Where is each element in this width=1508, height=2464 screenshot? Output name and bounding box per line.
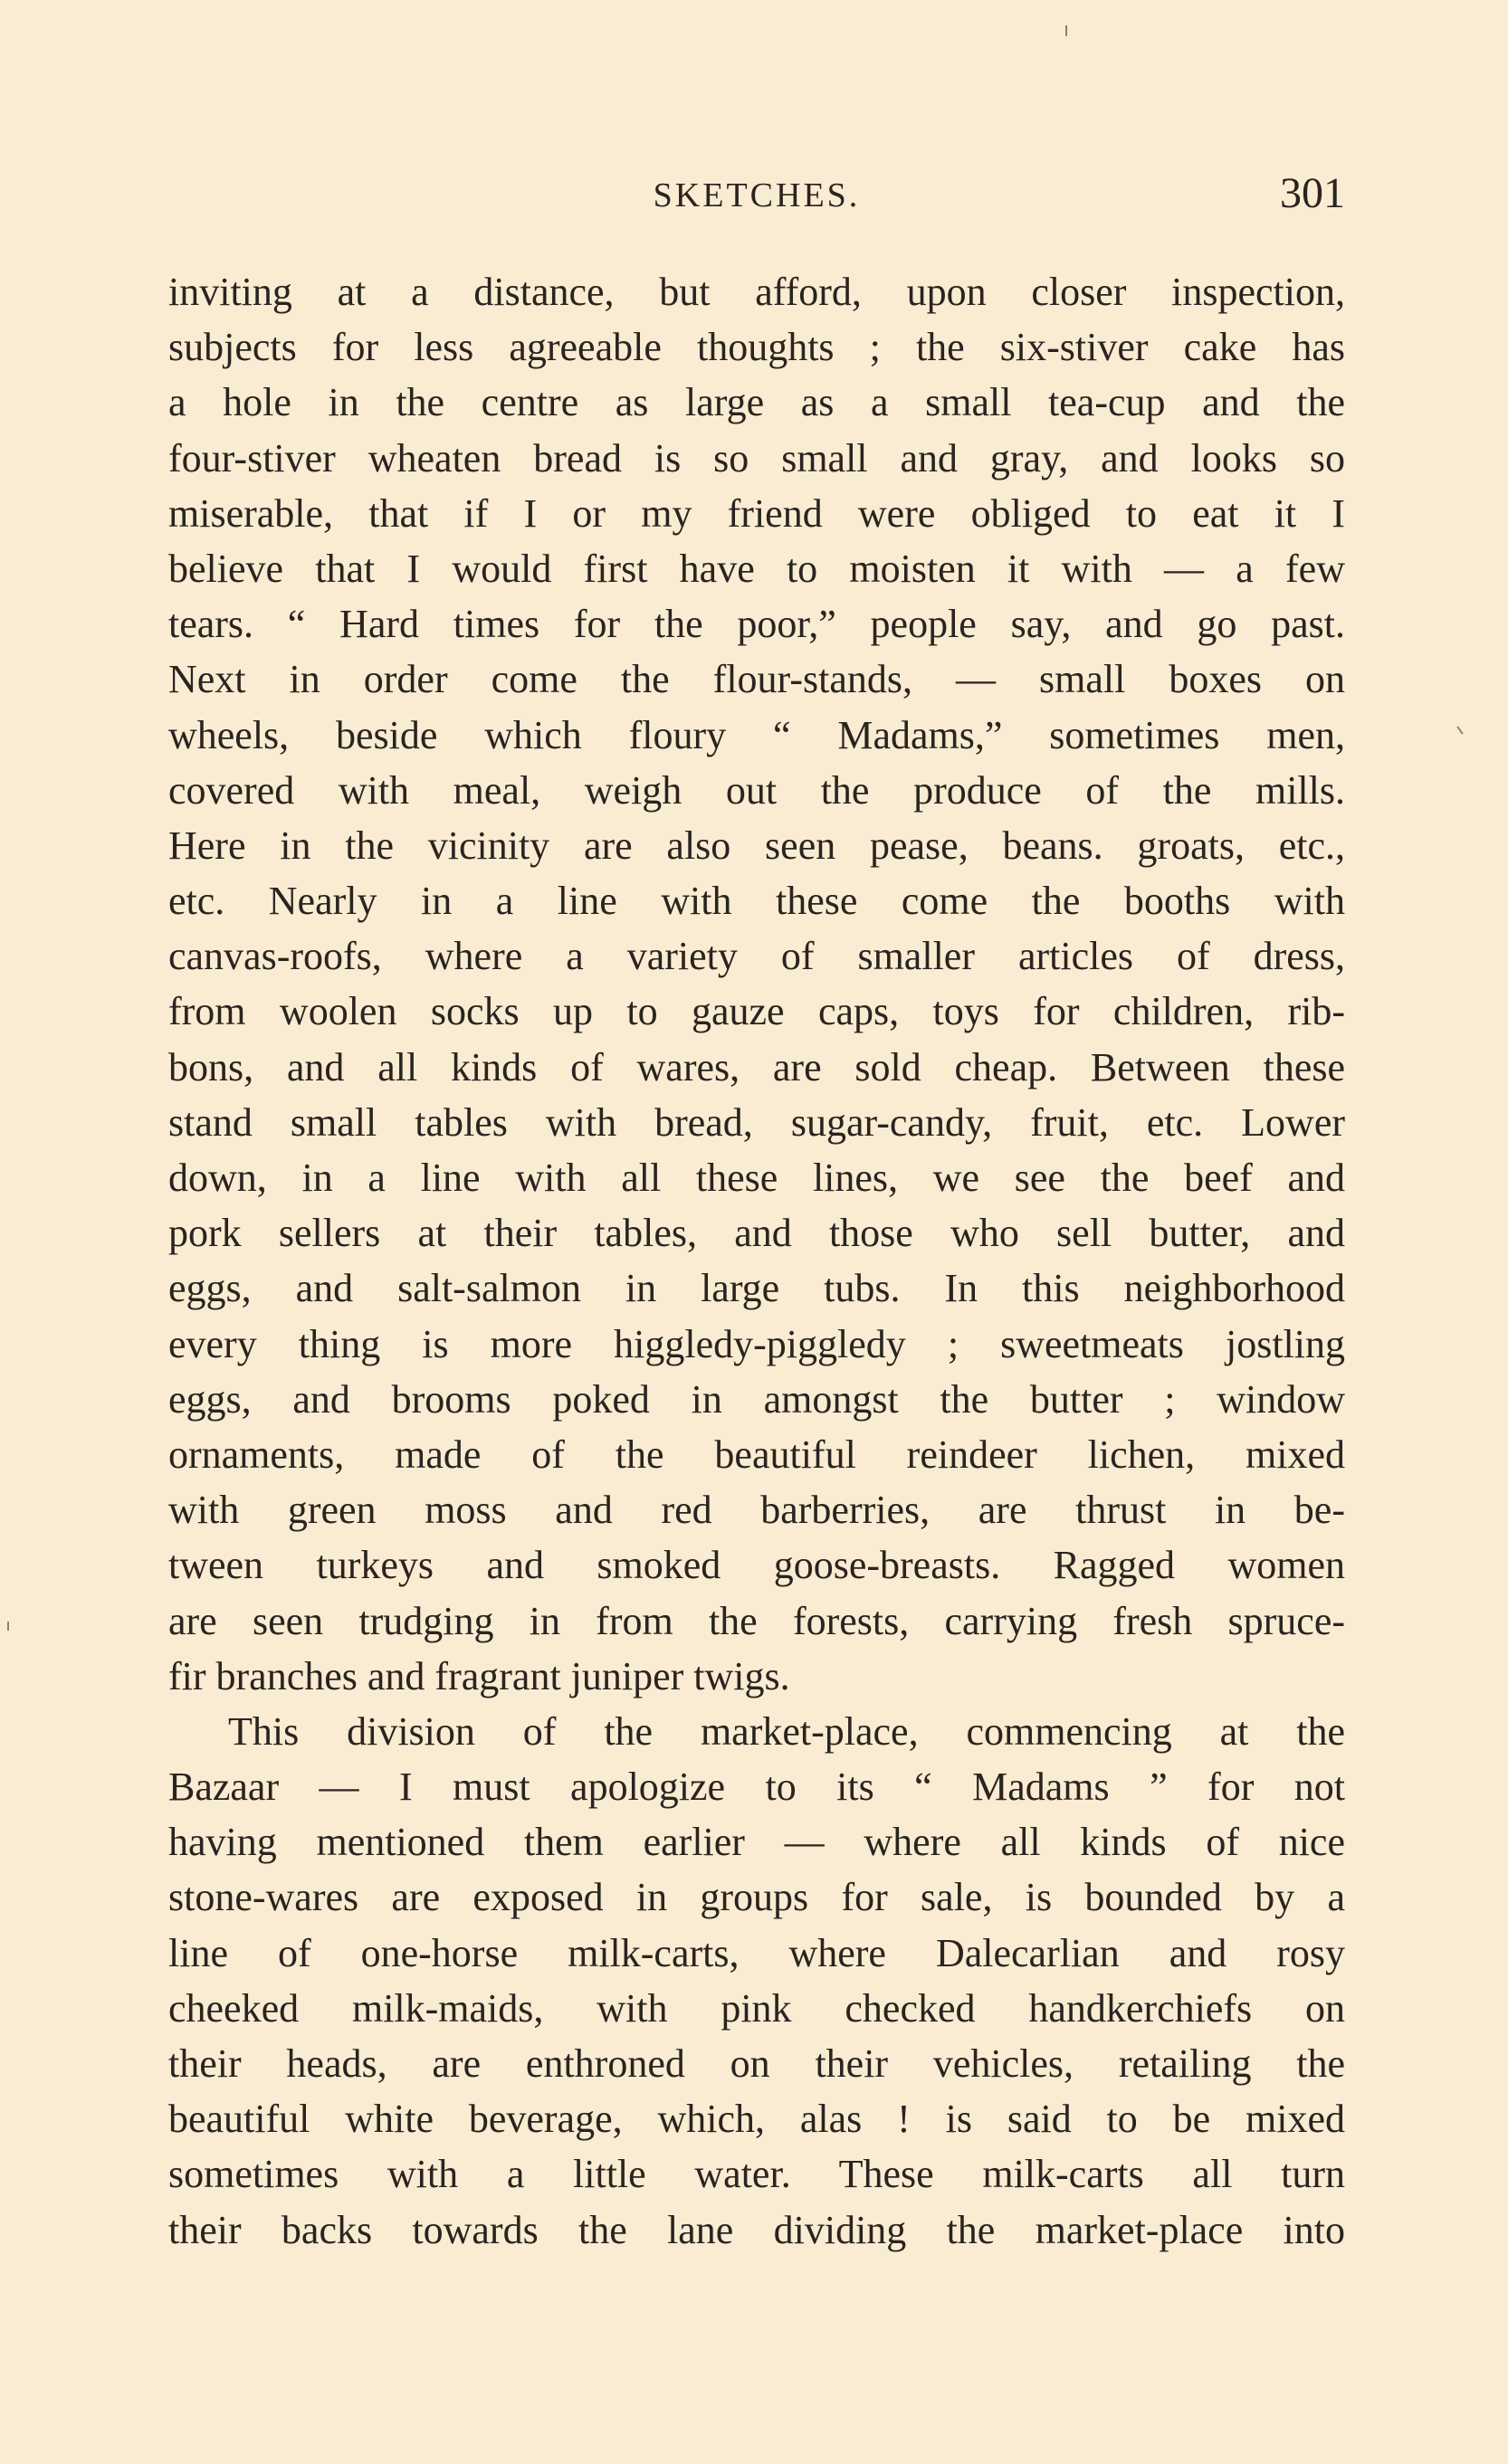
text-line: from woolen socks up to gauze caps, toys for children, rib-: [168, 989, 1345, 1034]
text-line: every thing is more higgledy-piggledy ; sweetmeats jostling: [168, 1321, 1345, 1366]
body-text: [168, 264, 1345, 2258]
text-line: having mentioned them earlier — where all kinds of nice: [168, 1820, 1345, 1865]
text-line: Next in order come the flour-stands, — small boxes on: [168, 657, 1345, 702]
text-line: wheels, beside which floury “ Madams,” sometimes men,: [168, 712, 1345, 757]
text-line: covered with meal, weigh out the produce of the mills.: [168, 767, 1345, 813]
paragraph-1: [168, 264, 1345, 1704]
running-head: SKETCHES.: [653, 176, 861, 214]
text-line: sometimes with a little water. These milk-carts all turn: [168, 2152, 1345, 2197]
page-header: [168, 168, 1345, 232]
text-line: Bazaar — I must apologize to its “ Madams ” for not: [168, 1765, 1345, 1810]
text-line: tears. “ Hard times for the poor,” people say, and go past.: [168, 602, 1345, 647]
text-line: bons, and all kinds of wares, are sold cheap. Between these: [168, 1044, 1345, 1089]
text-line: believe that I would first have to moisten it with — a few: [168, 546, 1345, 591]
text-line: with green moss and red barberries, are thrust in be-: [168, 1488, 1345, 1533]
text-line: down, in a line with all these lines, we see the beef and: [168, 1156, 1345, 1200]
text-line: stand small tables with bread, sugar-candy, fruit, etc. Lower: [168, 1099, 1345, 1145]
margin-mark: [7, 1622, 9, 1631]
text-line: are seen trudging in from the forests, carrying fresh spruce-: [168, 1598, 1345, 1643]
text-line: tween turkeys and smoked goose-breasts. Ragged women: [168, 1543, 1345, 1588]
text-line: pork sellers at their tables, and those who sell butter, and: [168, 1211, 1345, 1256]
text-line: This division of the market-place, commencing at the: [228, 1708, 1345, 1754]
paragraph-2: [168, 1704, 1345, 2258]
text-line: beautiful white beverage, which, alas ! is said to be mixed: [168, 2097, 1345, 2142]
margin-mark: [1065, 25, 1067, 36]
text-line: a hole in the centre as large as a small tea-cup and the: [168, 380, 1345, 425]
page-number: 301: [1280, 169, 1345, 217]
text-line: their heads, are enthroned on their vehicles, retailing the: [168, 2041, 1345, 2086]
text-line: their backs towards the lane dividing the market-place into: [168, 2207, 1345, 2252]
text-line: eggs, and salt-salmon in large tubs. In this neighborhood: [168, 1266, 1345, 1311]
text-line: line of one-horse milk-carts, where Dalecarlian and rosy: [168, 1930, 1345, 1975]
text-line: inviting at a distance, but afford, upon closer inspection,: [168, 270, 1345, 314]
text-line: etc. Nearly in a line with these come the booths with: [168, 879, 1345, 924]
text-line: stone-wares are exposed in groups for sale, is bounded by a: [168, 1875, 1345, 1920]
text-line: fir branches and fragrant juniper twigs.: [168, 1653, 790, 1698]
text-line: cheeked milk-maids, with pink checked handkerchiefs on: [168, 1985, 1345, 2031]
margin-mark: [1456, 726, 1463, 734]
text-line: four-stiver wheaten bread is so small and gray, and looks so: [168, 435, 1345, 480]
text-line: ornaments, made of the beautiful reindeer lichen, mixed: [168, 1432, 1345, 1477]
text-line: subjects for less agreeable thoughts ; the six-stiver cake has: [168, 325, 1345, 370]
text-line: miserable, that if I or my friend were obliged to eat it I: [168, 490, 1345, 536]
text-line: canvas-roofs, where a variety of smaller articles of dress,: [168, 934, 1345, 979]
text-line: Here in the vicinity are also seen pease, beans. groats, etc.,: [168, 823, 1345, 868]
text-line: eggs, and brooms poked in amongst the butter ; window: [168, 1376, 1345, 1422]
